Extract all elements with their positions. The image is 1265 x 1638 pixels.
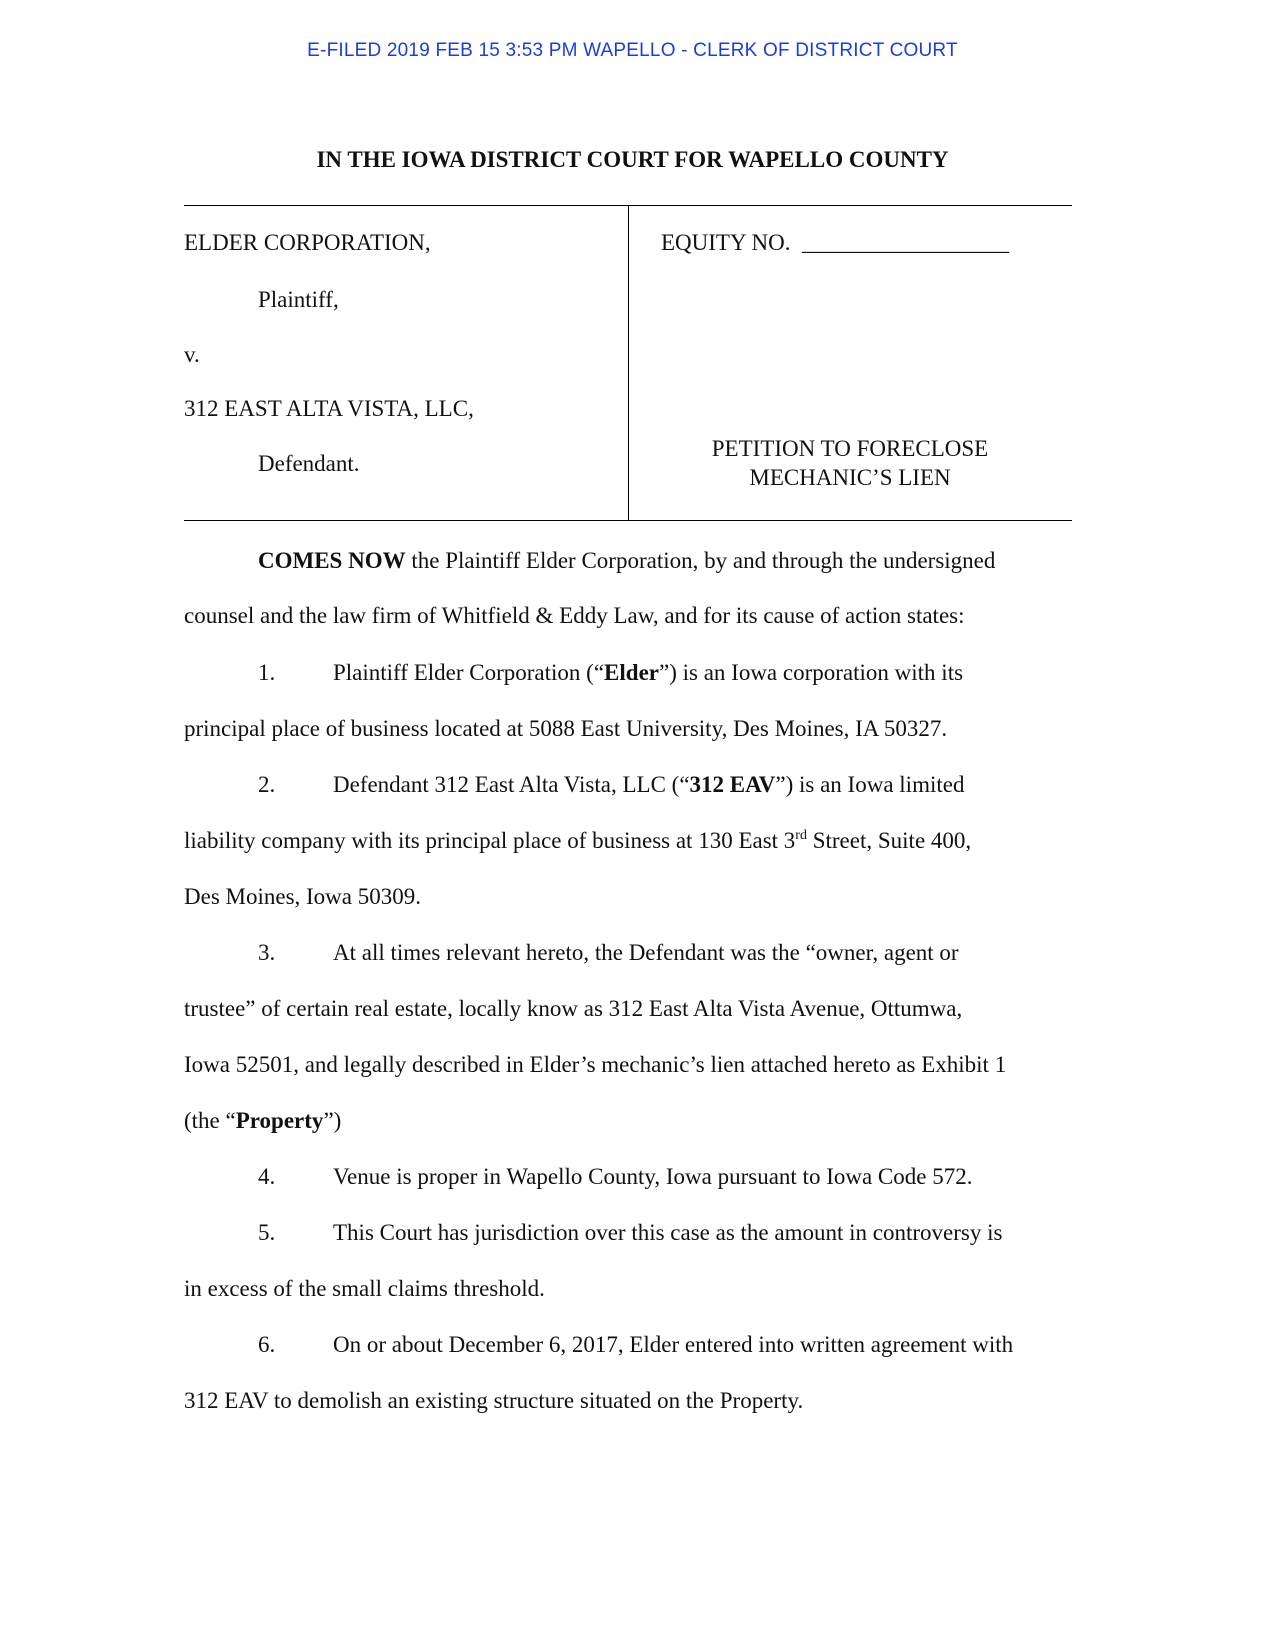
equity-no-blank: __________________ [801,230,1009,255]
defendant-role: Defendant. [258,451,360,476]
defendant-name: 312 EAST ALTA VISTA, LLC, [184,396,474,421]
intro-line2: counsel and the law firm of Whitfield & Eddy Law, and for its cause of action states: [184,603,965,628]
paragraph-1-line1: Plaintiff Elder Corporation (“Elder”) is an Iowa corporation with its [333,660,964,685]
paragraph-1-number: 1. [258,660,276,685]
paragraph-6-line2: 312 EAV to demolish an existing structure situated on the Property. [184,1388,804,1413]
document-title [628,434,1072,492]
paragraph-5-line1: This Court has jurisdiction over this case as the amount in controversy is [333,1220,1003,1245]
case-caption [184,205,1072,521]
paragraph-6-number: 6. [258,1332,276,1357]
paragraph-2-line1: Defendant 312 East Alta Vista, LLC (“312 EAV”) is an Iowa limited [333,772,965,797]
paragraph-1-line2: principal place of business located at 5088 East University, Des Moines, IA 50327. [184,716,948,741]
document-title-line2: MECHANIC’S LIEN [749,465,951,490]
paragraph-5-line2: in excess of the small claims threshold. [184,1276,545,1301]
paragraph-2-number: 2. [258,772,276,797]
court-title: IN THE IOWA DISTRICT COURT FOR WAPELLO COUNTY [316,147,949,172]
intro-lead: COMES NOW [258,548,406,573]
paragraph-3-number: 3. [258,940,276,965]
paragraph-5-number: 5. [258,1220,276,1245]
plaintiff-name: ELDER CORPORATION, [184,230,431,255]
paragraph-4-line1: Venue is proper in Wapello County, Iowa pursuant to Iowa Code 572. [333,1164,973,1189]
intro-line1: COMES NOW the Plaintiff Elder Corporation, by and through the undersigned [258,548,996,573]
equity-number [661,230,1009,256]
efile-stamp: E-FILED 2019 FEB 15 3:53 PM WAPELLO - CLERK OF DISTRICT COURT [307,40,958,61]
paragraph-3-line4: (the “Property”) [184,1108,342,1133]
paragraph-6-line1: On or about December 6, 2017, Elder entered into written agreement with [333,1332,1014,1357]
paragraph-4-number: 4. [258,1164,276,1189]
paragraph-3-line1: At all times relevant hereto, the Defendant was the “owner, agent or [333,940,959,965]
paragraph-3-line2: trustee” of certain real estate, locally know as 312 East Alta Vista Avenue, Ottumwa, [184,996,963,1021]
equity-no-label: EQUITY NO. [661,230,791,255]
paragraph-3-line3: Iowa 52501, and legally described in Elder’s mechanic’s lien attached hereto as Exhibit 1 [184,1052,1007,1077]
paragraph-2-line3: Des Moines, Iowa 50309. [184,884,421,909]
document-title-line1: PETITION TO FORECLOSE [711,436,989,461]
paragraph-2-line2: liability company with its principal place of business at 130 East 3rd Street, Suite 400, [184,828,972,853]
versus: v. [184,342,200,367]
plaintiff-role: Plaintiff, [258,287,339,312]
